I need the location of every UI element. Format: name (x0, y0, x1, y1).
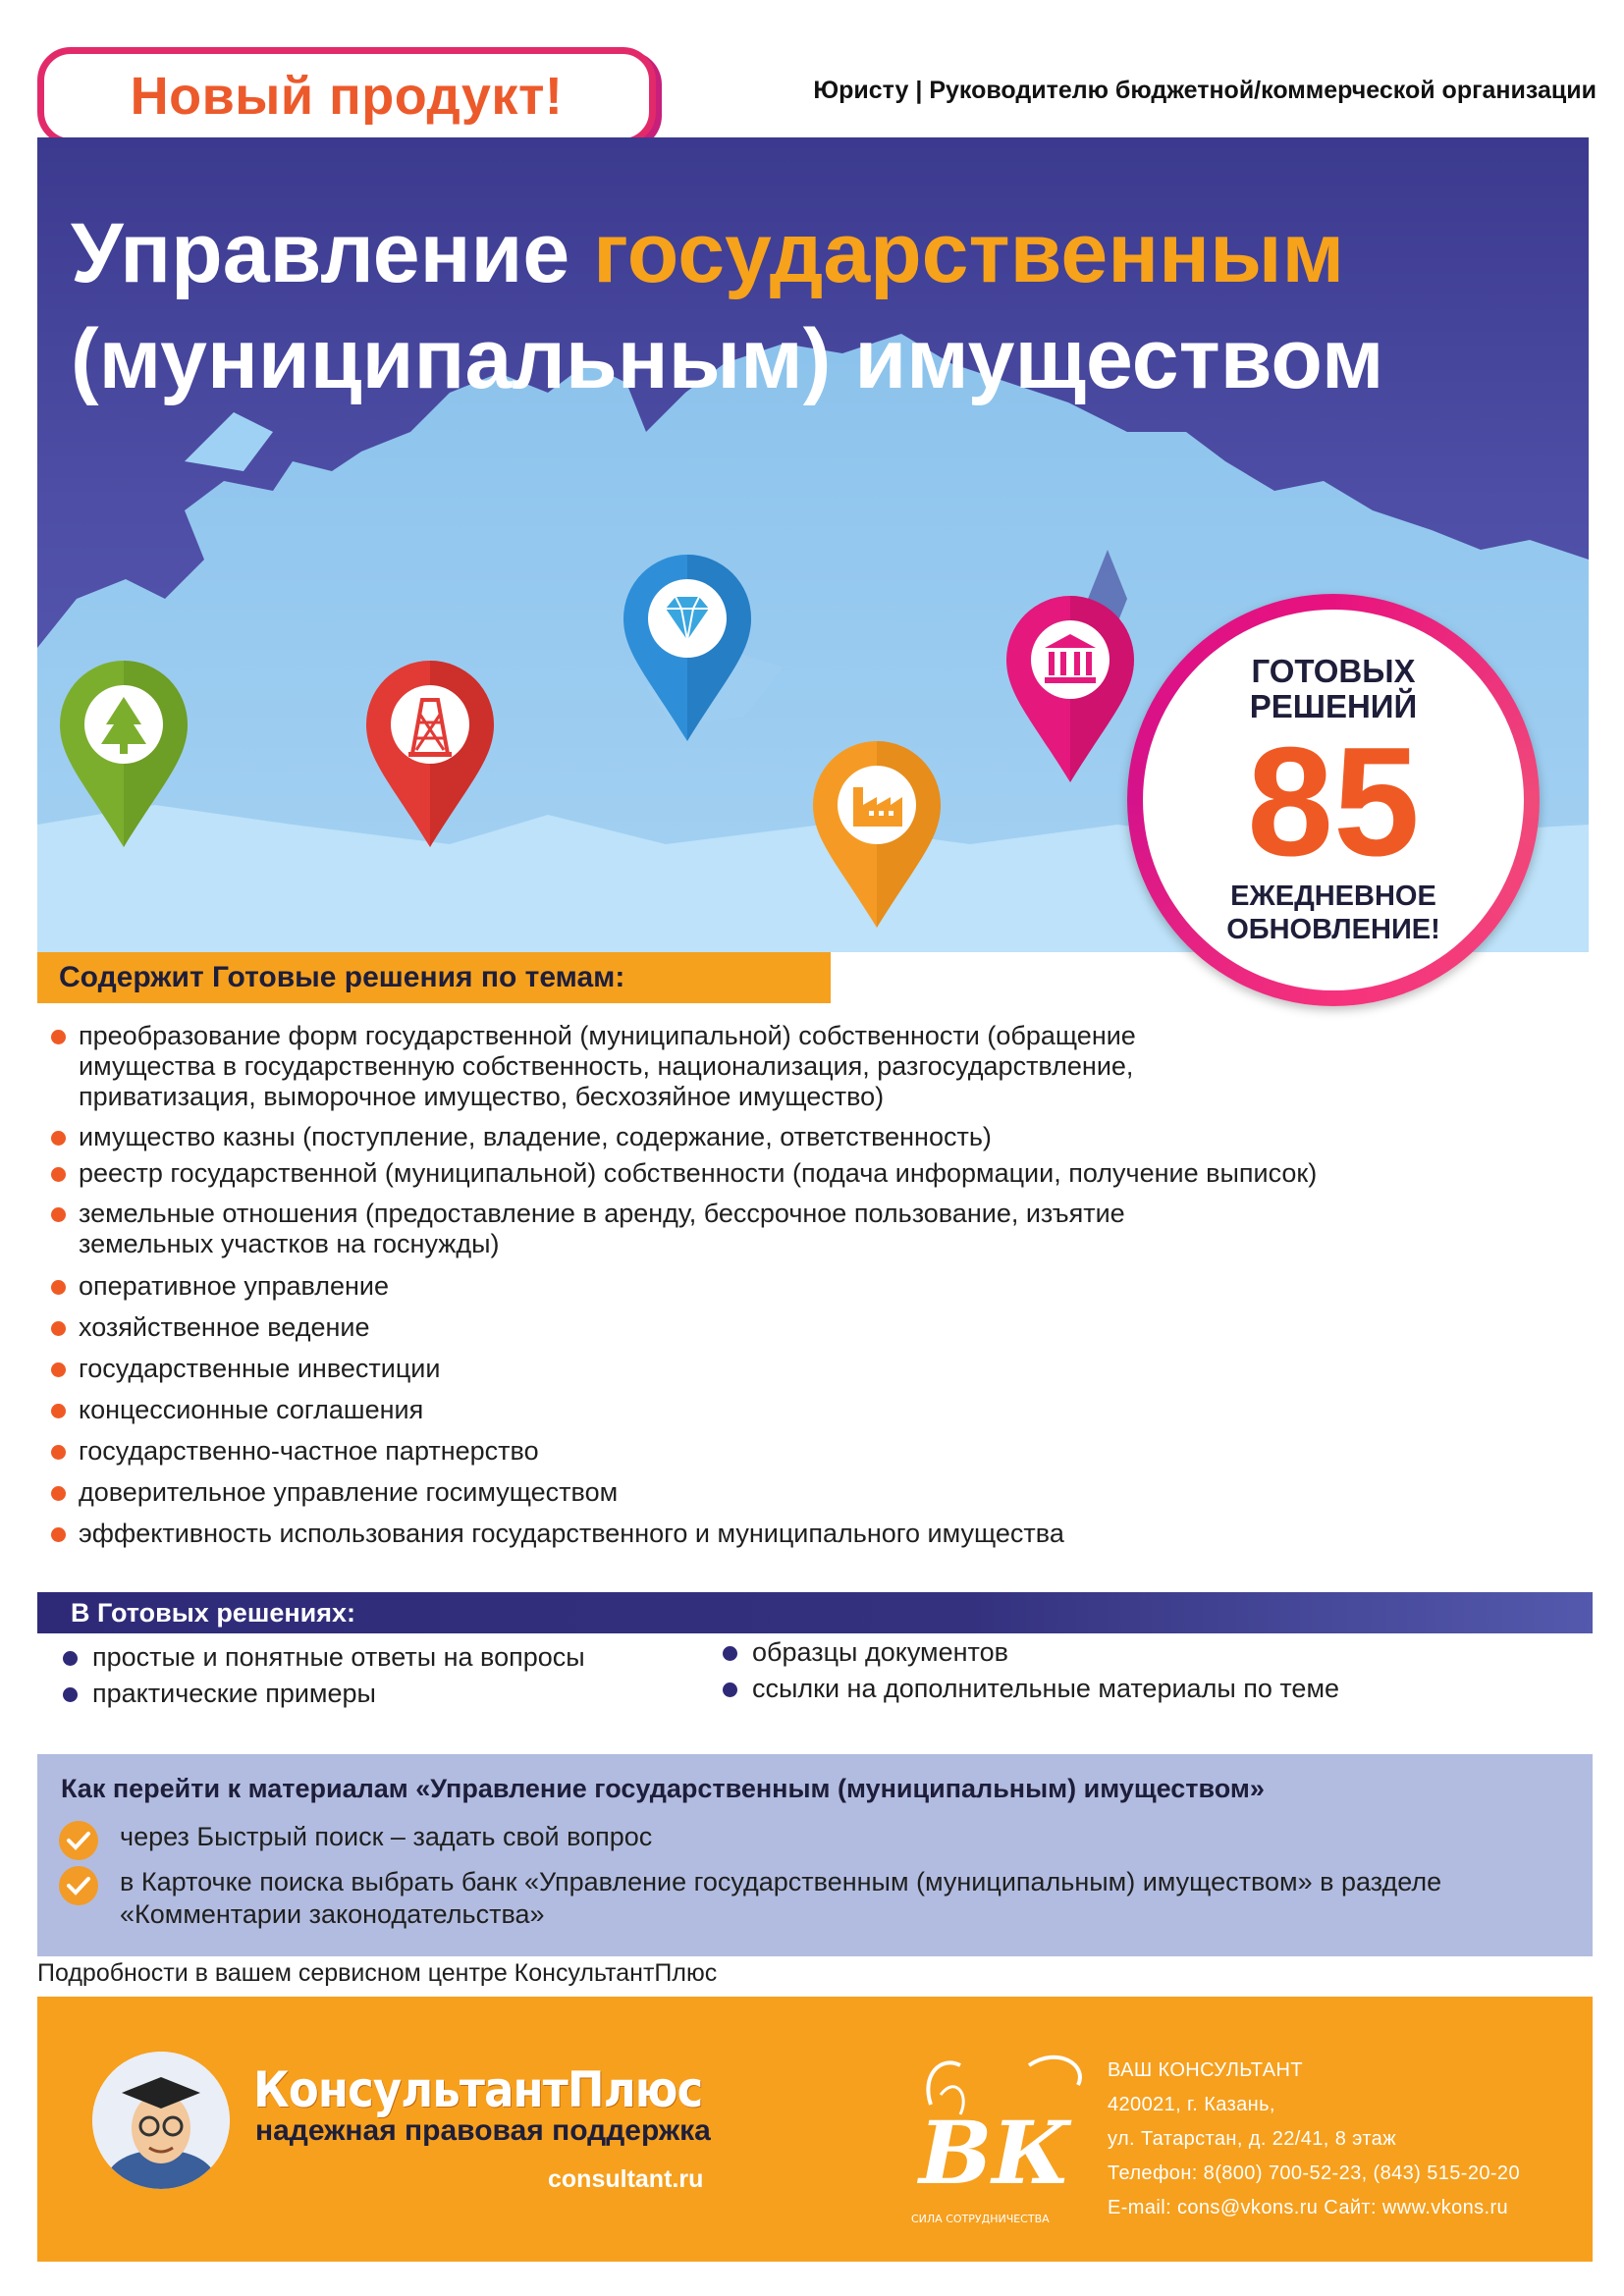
solution-item: ссылки на дополнительные материалы по теме (723, 1671, 1339, 1707)
topic-item: земельные отношения (предоставление в аренду, бессрочное пользование, изъятие земельных участков на госнужды) (51, 1199, 1131, 1259)
ready-solutions-counter (1127, 594, 1540, 1006)
solution-item: простые и понятные ответы на вопросы (63, 1639, 585, 1676)
howto-box (37, 1754, 1593, 1956)
topic-item: преобразование форм государственной (муниципальной) собственности (обращение имущества в государственную собственность, национализация, разгосударствление, приватизация, выморочное имущество, бесхозяйное имущество) (51, 1021, 1151, 1112)
topic-item: оперативное управление (51, 1271, 1524, 1302)
topic-item: государственно-частное партнерство (51, 1436, 1524, 1467)
howto-step-text: через Быстрый поиск – задать свой вопрос (120, 1822, 653, 1851)
howto-step (59, 1866, 1573, 1931)
counter-number: 85 (1247, 716, 1420, 888)
consultant-plus-logo: КонсультантПлюс (253, 2061, 703, 2118)
audience-line: Юристу | Руководителю бюджетной/коммерческой организации (813, 77, 1597, 104)
check-icon (59, 1866, 98, 1905)
hero-title (71, 200, 1583, 412)
howto-title: Как перейти к материалам «Управление государственным (муниципальным) имуществом» (61, 1774, 1265, 1803)
contacts-block (1108, 2054, 1520, 2225)
contacts-line: 420021, г. Казань, (1108, 2094, 1275, 2115)
topic-item: эффективность использования государственного и муниципального имущества (51, 1519, 1524, 1549)
topic-item: имущество казны (поступление, владение, содержание, ответственность) (51, 1122, 1524, 1152)
vk-logo-caption: СИЛА СОТРУДНИЧЕСТВА (911, 2213, 1050, 2225)
solutions-list-left (63, 1639, 585, 1712)
diamond-pin-icon (619, 550, 756, 746)
hero-title-part: Управление (71, 206, 594, 300)
topics-list (51, 1021, 1524, 1549)
howto-step-text: в Карточке поиска выбрать банк «Управление государственным (муниципальным) имуществом» в разделе «Комментарии законодательства» (120, 1867, 1442, 1929)
consultant-mascot-avatar (92, 2052, 230, 2189)
counter-inner (1143, 610, 1524, 990)
topic-item: доверительное управление госимуществом (51, 1477, 1524, 1508)
hero-title-accent: государственным (593, 206, 1345, 300)
details-note: Подробности в вашем сервисном центре КонсультантПлюс (37, 1959, 718, 1987)
new-product-badge (37, 47, 656, 145)
oil-derrick-pin-icon (361, 656, 499, 852)
counter-bottom-label: ЕЖЕДНЕВНОЕ ОБНОВЛЕНИЕ! (1226, 881, 1440, 945)
new-product-label: Новый продукт! (130, 67, 564, 126)
solutions-heading: В Готовых решениях: (37, 1592, 1593, 1633)
brand-tagline: надежная правовая поддержка (255, 2114, 711, 2147)
contacts-line: Телефон: 8(800) 700-52-23, (843) 515-20-20 (1108, 2163, 1520, 2184)
contacts-heading: ВАШ КОНСУЛЬТАНТ (1108, 2059, 1303, 2081)
topic-item: реестр государственной (муниципальной) собственности (подача информации, получение выписок) (51, 1158, 1524, 1189)
factory-pin-icon (808, 736, 946, 933)
topic-item: государственные инвестиции (51, 1354, 1524, 1384)
solution-item: практические примеры (63, 1676, 585, 1712)
topic-item: хозяйственное ведение (51, 1312, 1524, 1343)
footer (37, 1997, 1593, 2262)
contacts-line: E-mail: cons@vkons.ru Сайт: www.vkons.ru (1108, 2197, 1509, 2218)
topic-item: концессионные соглашения (51, 1395, 1524, 1425)
solution-item: образцы документов (723, 1634, 1339, 1671)
vk-logo-icon (901, 2036, 1108, 2232)
svg-text:ВК: ВК (919, 2102, 1071, 2204)
hero-title-line2: (муниципальным) имуществом (71, 312, 1384, 406)
bank-pin-icon (1001, 591, 1139, 787)
brand-site-link[interactable]: consultant.ru (548, 2165, 704, 2193)
contacts-line: ул. Татарстан, д. 22/41, 8 этаж (1108, 2128, 1396, 2150)
counter-top-label: ГОТОВЫХ РЕШЕНИЙ (1249, 653, 1418, 724)
howto-step (59, 1821, 652, 1860)
topics-heading: Содержит Готовые решения по темам: (37, 952, 831, 1003)
check-icon (59, 1821, 98, 1860)
forest-pin-icon (55, 656, 192, 852)
solutions-list-right (723, 1634, 1339, 1707)
